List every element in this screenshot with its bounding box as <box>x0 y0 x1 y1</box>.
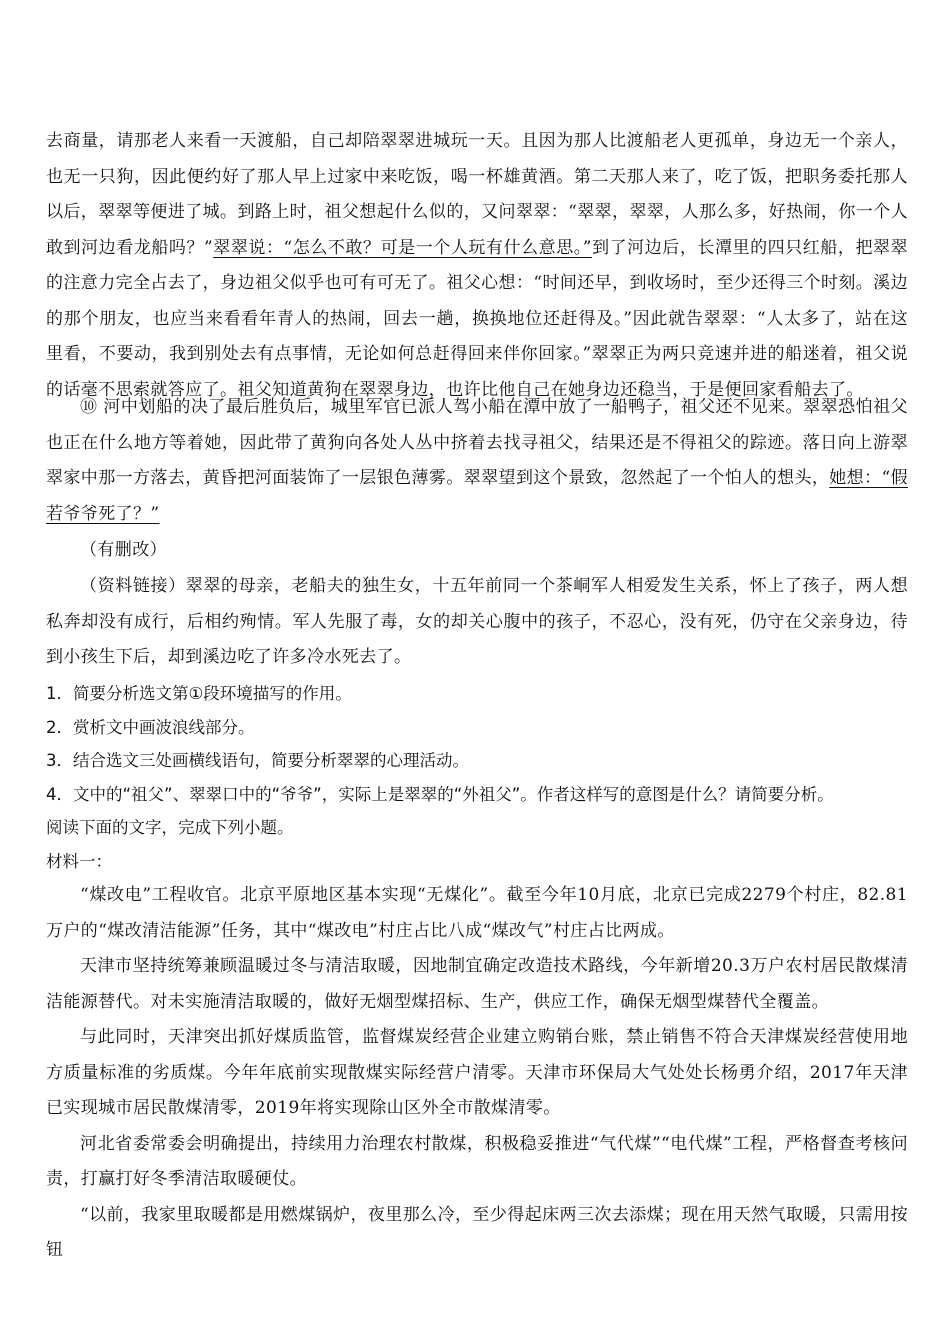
material-paragraph: “以前，我家里取暖都是用燃煤锅炉，夜里那么冷，至少得起床两三次去添煤；现在用天然气取暖，只需用按钮 <box>46 1204 908 1260</box>
underlined-sentence: 她想：“假若爷爷死了？” <box>46 468 908 524</box>
link-note: （资料链接）翠翠的母亲，老船夫的独生女，十五年前同一个茶峒军人相爱发生关系，怀上了孩子，两人想私奔却没有成行，后相约殉情。军人先服了毒，女的却关心腹中的孩子，不忍心，没有死，仍守在父亲身边，待到小孩生下后，却到溪边吃了许多冷水死去了。 <box>46 576 908 667</box>
question-1: 1．简要分析选文第①段环境描写的作用。 <box>46 684 352 703</box>
paragraph-text: 到了河边后，长潭里的四只红船，把翠翠的注意力完全占去了，身边祖父似乎也可有可无了。祖父心想：“时间还早，到收场时，至少还得三个时刻。溪边的那个朋友，也应当来看看年青人的热闹，回去一趟，换换地位还赶得及。”因此就告翠翠：“人太多了，站在这里看，不要动，我到别处去有点事情，无论如何总赶得回来伴你回家。”翠翠正为两只竞速并进的船迷着，祖父说的话毫不思索就答应了。祖父知道黄狗在翠翠身边，也许比他自己在她身边还稳当，于是便回家看船去了。 <box>46 237 908 400</box>
story-paragraph-a <box>46 124 908 408</box>
question-4: 4．文中的“祖父”、翠翠口中的“爷爷”，实际上是翠翠的“外祖父”。作者这样写的意图是什么？请简要分析。 <box>46 784 834 804</box>
material-paragraph: 河北省委常委会明确提出，持续用力治理农村散煤，积极稳妥推进“气代煤”“电代煤”工程，严格督查考核问责，打赢打好冬季清洁取暖硬仗。 <box>46 1133 908 1189</box>
question-2: 2．赏析文中画波浪线部分。 <box>46 717 255 737</box>
material-paragraph: 天津市坚持统筹兼顾温暖过冬与清洁取暖，因地制宜确定改造技术路线，今年新增20.3万户农村居民散煤清洁能源替代。对未实施清洁取暖的，做好无烟型煤招标、生产，供应工作，确保无烟型煤替代全覆盖。 <box>46 956 908 1012</box>
paragraph <box>46 124 908 408</box>
edited-note: （有删改） <box>80 540 167 560</box>
paragraph-text: 去商量，请那老人来看一天渡船，自己却陪翠翠进城玩一天。且因为那人比渡船老人更孤单，身边无一个亲人，也无一只狗，因此便约好了那人早上过家中来吃饭，喝一杯雄黄酒。第二天那人来了，吃了饭，把职务委托那人以后，翠翠等便进了城。到路上时，祖父想起什么似的，又问翠翠：“翠翠，翠翠，人那么多，好热闹，你一个人敢到河边看龙船吗？” <box>46 131 908 258</box>
underlined-sentence: 翠翠说：“怎么不敢？可是一个人玩有什么意思。” <box>213 237 592 258</box>
reading-instruction: 阅读下面的文字，完成下列小题。 <box>46 818 294 837</box>
question-list <box>46 677 908 878</box>
material-label: 材料一： <box>46 851 112 871</box>
paragraph-text: ⑩ 河中划船的决了最后胜负后，城里军官已派人驾小船在潭中放了一船鸭子，祖父还不见来。翠翠恐怕祖父也正在什么地方等着她，因此带了黄狗向各处人丛中挤着去找寻祖父，结果还是不得祖父的踪迹。落日向上游翠翠家中那一方落去，黄昏把河面装饰了一层银色薄雾。翠翠望到这个景致，忽然起了一个怕人的想头， <box>46 397 908 488</box>
material-paragraph: 与此同时，天津突出抓好煤质监管，监督煤炭经营企业建立购销台账，禁止销售不符合天津煤炭经营使用地方质量标准的劣质煤。今年年底前实现散煤实际经营户清零。天津市环保局大气处处长杨勇介绍，2017年天津已实现城市居民散煤清零，2019年将实现除山区外全市散煤清零。 <box>46 1027 908 1118</box>
material-one <box>46 878 908 1269</box>
material-paragraph: “煤改电”工程收官。北京平原地区基本实现“无煤化”。截至今年10月底，北京已完成2279个村庄，82.81万户的“煤改清洁能源”任务，其中“煤改电”村庄占比八成“煤改气”村庄占比两成。 <box>46 885 908 941</box>
story-paragraph-b <box>46 390 908 532</box>
paragraph <box>46 390 908 532</box>
question-3: 3．结合选文三处画横线语句，简要分析翠翠的心理活动。 <box>46 751 469 770</box>
